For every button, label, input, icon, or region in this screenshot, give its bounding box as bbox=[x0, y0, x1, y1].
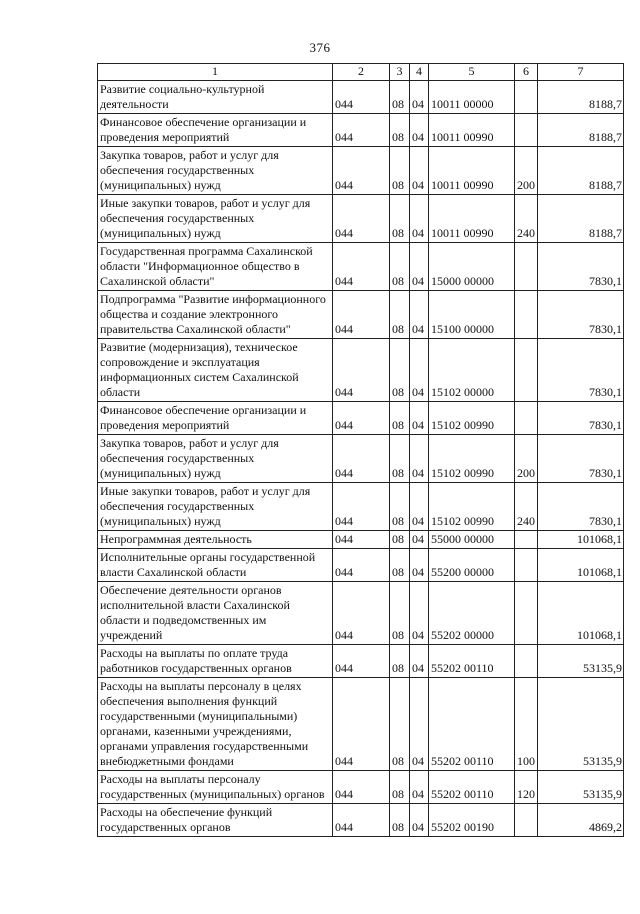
expense-type bbox=[515, 290, 538, 338]
amount: 8188,7 bbox=[538, 146, 624, 194]
subsection-code: 04 bbox=[410, 677, 429, 770]
subsection-code: 04 bbox=[410, 194, 429, 242]
expense-type bbox=[515, 644, 538, 677]
target-article: 15100 00000 bbox=[429, 290, 515, 338]
target-article: 10011 00990 bbox=[429, 194, 515, 242]
budget-table bbox=[97, 63, 624, 837]
section-code: 08 bbox=[390, 401, 410, 434]
table-row bbox=[98, 113, 624, 146]
row-name: Иные закупки товаров, работ и услуг для обеспечения государственных (муниципальных) нужд bbox=[98, 194, 333, 242]
section-code: 08 bbox=[390, 548, 410, 581]
ministry-code: 044 bbox=[333, 194, 390, 242]
table-row bbox=[98, 803, 624, 836]
section-code: 08 bbox=[390, 113, 410, 146]
table-row bbox=[98, 434, 624, 482]
column-header: 6 bbox=[515, 64, 538, 81]
section-code: 08 bbox=[390, 194, 410, 242]
row-name: Исполнительные органы государственной власти Сахалинской области bbox=[98, 548, 333, 581]
subsection-code: 04 bbox=[410, 482, 429, 530]
ministry-code: 044 bbox=[333, 242, 390, 290]
amount: 7830,1 bbox=[538, 290, 624, 338]
target-article: 55000 00000 bbox=[429, 530, 515, 548]
section-code: 08 bbox=[390, 482, 410, 530]
expense-type bbox=[515, 803, 538, 836]
column-header: 5 bbox=[429, 64, 515, 81]
subsection-code: 04 bbox=[410, 242, 429, 290]
section-code: 08 bbox=[390, 677, 410, 770]
subsection-code: 04 bbox=[410, 401, 429, 434]
section-code: 08 bbox=[390, 242, 410, 290]
row-name: Иные закупки товаров, работ и услуг для обеспечения государственных (муниципальных) нужд bbox=[98, 482, 333, 530]
subsection-code: 04 bbox=[410, 290, 429, 338]
subsection-code: 04 bbox=[410, 803, 429, 836]
section-code: 08 bbox=[390, 581, 410, 644]
row-name: Финансовое обеспечение организации и проведения мероприятий bbox=[98, 401, 333, 434]
section-code: 08 bbox=[390, 80, 410, 113]
table-row bbox=[98, 548, 624, 581]
column-header: 4 bbox=[410, 64, 429, 81]
section-code: 08 bbox=[390, 146, 410, 194]
row-name: Развитие (модернизация), техническое сопровождение и эксплуатация информационных систем Сахалинской области bbox=[98, 338, 333, 401]
ministry-code: 044 bbox=[333, 80, 390, 113]
target-article: 15102 00000 bbox=[429, 338, 515, 401]
row-name: Подпрограмма "Развитие информационного общества и создание электронного правительства Сахалинской области" bbox=[98, 290, 333, 338]
table-row bbox=[98, 242, 624, 290]
section-code: 08 bbox=[390, 644, 410, 677]
table-row bbox=[98, 482, 624, 530]
page-number: 376 bbox=[309, 40, 331, 55]
table-row bbox=[98, 770, 624, 803]
expense-type bbox=[515, 548, 538, 581]
target-article: 10011 00990 bbox=[429, 146, 515, 194]
row-name: Расходы на выплаты персоналу государственных (муниципальных) органов bbox=[98, 770, 333, 803]
ministry-code: 044 bbox=[333, 113, 390, 146]
row-name: Непрограммная деятельность bbox=[98, 530, 333, 548]
target-article: 10011 00000 bbox=[429, 80, 515, 113]
ministry-code: 044 bbox=[333, 338, 390, 401]
row-name: Закупка товаров, работ и услуг для обеспечения государственных (муниципальных) нужд bbox=[98, 434, 333, 482]
ministry-code: 044 bbox=[333, 434, 390, 482]
ministry-code: 044 bbox=[333, 548, 390, 581]
target-article: 55202 00110 bbox=[429, 677, 515, 770]
target-article: 15102 00990 bbox=[429, 401, 515, 434]
row-name: Государственная программа Сахалинской области "Информационное общество в Сахалинской области" bbox=[98, 242, 333, 290]
table-row bbox=[98, 338, 624, 401]
column-header: 2 bbox=[333, 64, 390, 81]
amount: 53135,9 bbox=[538, 770, 624, 803]
expense-type bbox=[515, 80, 538, 113]
subsection-code: 04 bbox=[410, 80, 429, 113]
amount: 101068,1 bbox=[538, 581, 624, 644]
amount: 8188,7 bbox=[538, 80, 624, 113]
subsection-code: 04 bbox=[410, 146, 429, 194]
expense-type bbox=[515, 242, 538, 290]
amount: 7830,1 bbox=[538, 401, 624, 434]
target-article: 55202 00000 bbox=[429, 581, 515, 644]
table-row bbox=[98, 80, 624, 113]
subsection-code: 04 bbox=[410, 113, 429, 146]
table-row bbox=[98, 677, 624, 770]
target-article: 15102 00990 bbox=[429, 434, 515, 482]
row-name: Закупка товаров, работ и услуг для обеспечения государственных (муниципальных) нужд bbox=[98, 146, 333, 194]
table-row bbox=[98, 194, 624, 242]
amount: 7830,1 bbox=[538, 242, 624, 290]
table-row bbox=[98, 146, 624, 194]
target-article: 55202 00190 bbox=[429, 803, 515, 836]
row-name: Финансовое обеспечение организации и проведения мероприятий bbox=[98, 113, 333, 146]
table-row bbox=[98, 530, 624, 548]
target-article: 10011 00990 bbox=[429, 113, 515, 146]
amount: 101068,1 bbox=[538, 530, 624, 548]
table-row bbox=[98, 644, 624, 677]
target-article: 15000 00000 bbox=[429, 242, 515, 290]
amount: 8188,7 bbox=[538, 194, 624, 242]
expense-type: 200 bbox=[515, 146, 538, 194]
target-article: 55202 00110 bbox=[429, 770, 515, 803]
amount: 7830,1 bbox=[538, 338, 624, 401]
row-name: Развитие социально-культурной деятельности bbox=[98, 80, 333, 113]
row-name: Обеспечение деятельности органов исполнительной власти Сахалинской области и подведомственных им учреждений bbox=[98, 581, 333, 644]
row-name: Расходы на выплаты по оплате труда работников государственных органов bbox=[98, 644, 333, 677]
table-row bbox=[98, 581, 624, 644]
expense-type: 200 bbox=[515, 434, 538, 482]
target-article: 55200 00000 bbox=[429, 548, 515, 581]
subsection-code: 04 bbox=[410, 770, 429, 803]
section-code: 08 bbox=[390, 434, 410, 482]
column-header: 7 bbox=[538, 64, 624, 81]
amount: 53135,9 bbox=[538, 677, 624, 770]
section-code: 08 bbox=[390, 770, 410, 803]
ministry-code: 044 bbox=[333, 644, 390, 677]
ministry-code: 044 bbox=[333, 770, 390, 803]
expense-type: 120 bbox=[515, 770, 538, 803]
expense-type: 240 bbox=[515, 482, 538, 530]
target-article: 15102 00990 bbox=[429, 482, 515, 530]
expense-type bbox=[515, 113, 538, 146]
expense-type: 240 bbox=[515, 194, 538, 242]
subsection-code: 04 bbox=[410, 644, 429, 677]
row-name: Расходы на выплаты персоналу в целях обеспечения выполнения функций государственными (муниципальными) органами, казенными учреждениями, органами управления государственными внебюджетными фондами bbox=[98, 677, 333, 770]
row-name: Расходы на обеспечение функций государственных органов bbox=[98, 803, 333, 836]
section-code: 08 bbox=[390, 530, 410, 548]
table-header-row bbox=[98, 64, 624, 81]
amount: 7830,1 bbox=[538, 482, 624, 530]
expense-type bbox=[515, 530, 538, 548]
subsection-code: 04 bbox=[410, 338, 429, 401]
ministry-code: 044 bbox=[333, 482, 390, 530]
ministry-code: 044 bbox=[333, 401, 390, 434]
amount: 53135,9 bbox=[538, 644, 624, 677]
ministry-code: 044 bbox=[333, 530, 390, 548]
subsection-code: 04 bbox=[410, 434, 429, 482]
section-code: 08 bbox=[390, 338, 410, 401]
expense-type bbox=[515, 401, 538, 434]
subsection-code: 04 bbox=[410, 548, 429, 581]
ministry-code: 044 bbox=[333, 581, 390, 644]
target-article: 55202 00110 bbox=[429, 644, 515, 677]
amount: 8188,7 bbox=[538, 113, 624, 146]
expense-type bbox=[515, 581, 538, 644]
column-header: 3 bbox=[390, 64, 410, 81]
subsection-code: 04 bbox=[410, 581, 429, 644]
ministry-code: 044 bbox=[333, 290, 390, 338]
table-row bbox=[98, 401, 624, 434]
ministry-code: 044 bbox=[333, 803, 390, 836]
amount: 7830,1 bbox=[538, 434, 624, 482]
subsection-code: 04 bbox=[410, 530, 429, 548]
amount: 4869,2 bbox=[538, 803, 624, 836]
amount: 101068,1 bbox=[538, 548, 624, 581]
section-code: 08 bbox=[390, 803, 410, 836]
ministry-code: 044 bbox=[333, 677, 390, 770]
expense-type: 100 bbox=[515, 677, 538, 770]
table-row bbox=[98, 290, 624, 338]
expense-type bbox=[515, 338, 538, 401]
column-header: 1 bbox=[98, 64, 333, 81]
ministry-code: 044 bbox=[333, 146, 390, 194]
section-code: 08 bbox=[390, 290, 410, 338]
